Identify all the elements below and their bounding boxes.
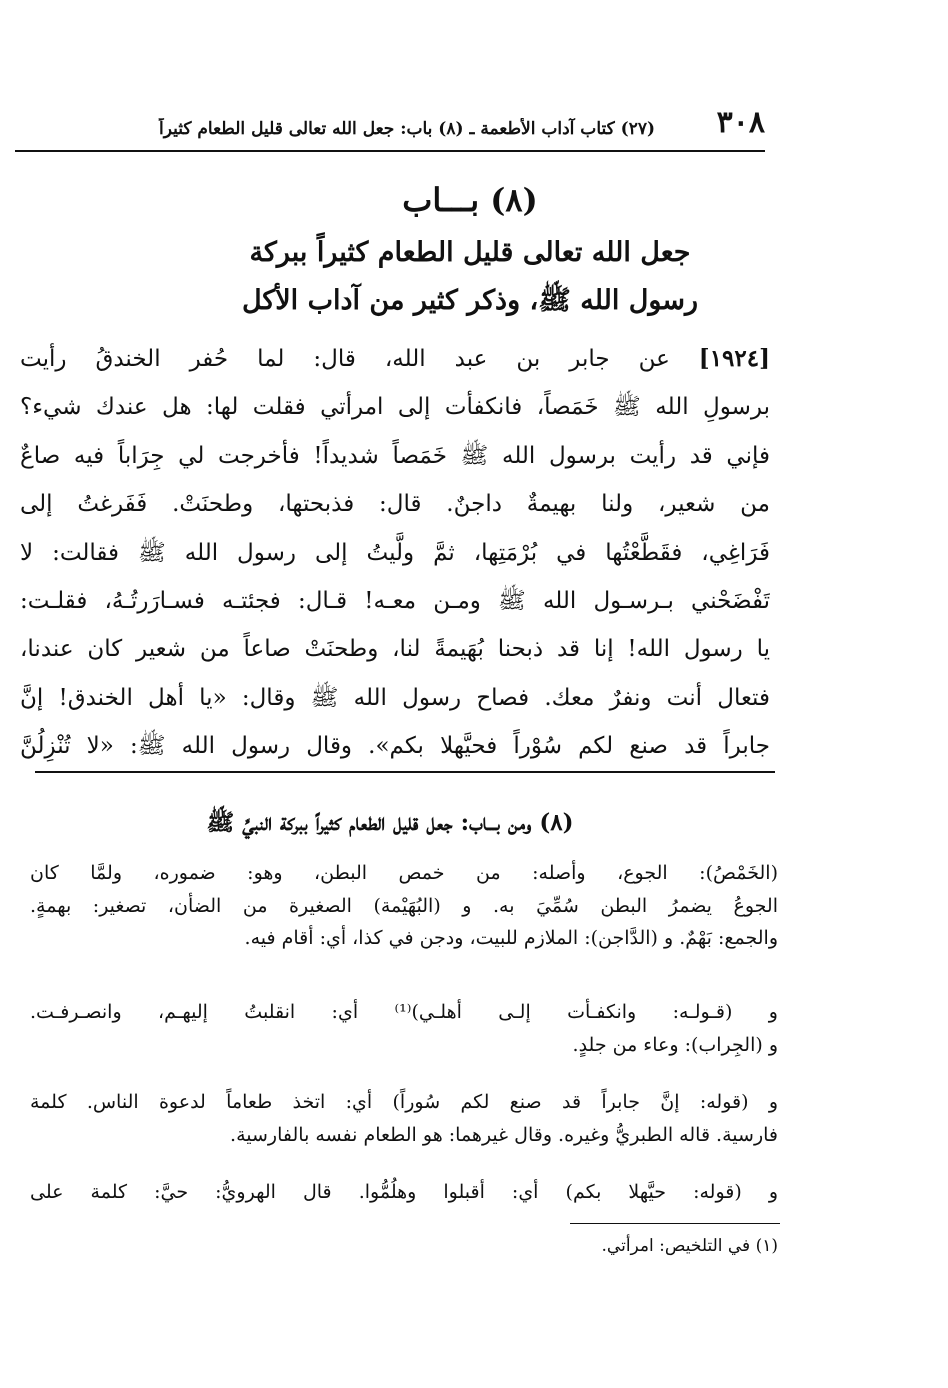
chapter-label: (٨) بـــاب <box>402 181 538 219</box>
chapter-title-line-1: جعل الله تعالى قليل الطعام كثيراً ببركة <box>249 237 691 268</box>
commentary-line: (الخَمْصُ): الجوع، وأصله: من خمص البطن، وهو: ضموره، ولمَّا كان <box>30 862 778 884</box>
commentary-line: و (قوله: حيَّهلا بكم) أي: أقبلوا وهلُمُّوا. قال الهرويُّ: حيَّ: كلمة على <box>30 1181 778 1203</box>
page-number: ٣٠٨ <box>716 105 765 140</box>
footnote: (١) في التلخيص: امرأتي. <box>601 1236 778 1256</box>
commentary-line: فارسية. قاله الطبريُّ وغيره. وقال غيرهما: هو الطعام نفسه بالفارسية. <box>230 1123 778 1146</box>
hadith-line: برسولِ الله ﷺ خَمَصاً، فانكفأت إلى امرأتي فقلت لها: هل عندك شيء؟ <box>20 394 770 421</box>
commentary-paragraph <box>30 996 778 1061</box>
hadith-line: جابراً قد صنع لكم سُوْراً فحيَّهلا بكم». وقال رسول الله ﷺ: «لا تُنْزِلُنَّ <box>20 733 770 760</box>
footnote-rule <box>570 1223 780 1224</box>
hadith-line: من شعير، ولنا بهيمةٌ داجنٌ. قال: فذبحتها، وطحنَتْ. فَفَرغتُ إلى <box>20 491 770 518</box>
hadith-line: [١٩٢٤] عن جابر بن عبد الله، قال: لما حُفر الخندقُ رأيت <box>20 345 770 372</box>
hadith-number: [١٩٢٤] <box>698 345 770 372</box>
commentary-line: و (قوله: إنَّ جابراً قد صنع لكم سُوراً) أي: اتخذ طعاماً لدعوة الناس. كلمة <box>30 1091 778 1113</box>
hadith-line: فَرَاغِي، فقَطَّعْتُها في بُرْمَتِها، ثمَّ ولَّيتُ إلى رسول الله ﷺ فقالت: لا <box>20 539 770 566</box>
commentary-paragraph <box>30 857 778 955</box>
hadith-line: فتعال أنت ونفرٌ معك. فصاح رسول الله ﷺ وقال: «يا أهل الخندق! إنَّ <box>20 684 770 711</box>
commentary-line: و (الجِراب): وعاء من جلدٍ. <box>572 1033 778 1056</box>
commentary-paragraph <box>30 1176 778 1209</box>
section-divider <box>35 771 775 773</box>
commentary-paragraph <box>30 1086 778 1151</box>
commentary-heading: (٨) ومن بـــاب: جعل قليل الطعام كثيراً ببركة النبيِّ ﷺ <box>206 809 574 836</box>
running-header <box>15 104 765 152</box>
running-header-title: (٢٧) كتاب آداب الأطعمة ـ (٨) باب: جعل الله تعالى قليل الطعام كثيراً <box>159 119 655 139</box>
commentary-line: الجوعُ يضمرُ البطن سُمِّيَ به. و (البُهَيْمة) الصغيرة من الضأن، تصغير: بهمةٍ. <box>30 894 778 917</box>
hadith-text <box>20 335 770 771</box>
commentary-line: و (قـولـه: وانكفـأت إلـى أهلـي)⁽¹⁾ أي: انقلبتُ إليهـم، وانصـرفـت. <box>30 1001 778 1023</box>
hadith-line: تَفْضَحْني بـرسـول الله ﷺ ومـن معـه! قـال: فجئتـه فسـارَرتُـهُ، فقلـت: <box>20 588 770 615</box>
commentary-line: والجمع: بَهْمٌ. و (الدَّاجن): الملازم للبيت، ودجن في كذا، أي: أقام فيه. <box>244 927 778 949</box>
chapter-title-line-2: رسول الله ﷺ، وذكر كثير من آداب الأكل <box>241 285 699 316</box>
hadith-line: فإني قد رأيت برسول الله ﷺ خَمَصاً شديداً! فأخرجت لي جِرَاباً فيه صاعٌ <box>20 442 770 469</box>
hadith-line: يا رسول الله! إنا قد ذبحنا بُهَيمةً لنا، وطحنَتْ صاعاً من شعير كان عندنا، <box>20 636 770 663</box>
